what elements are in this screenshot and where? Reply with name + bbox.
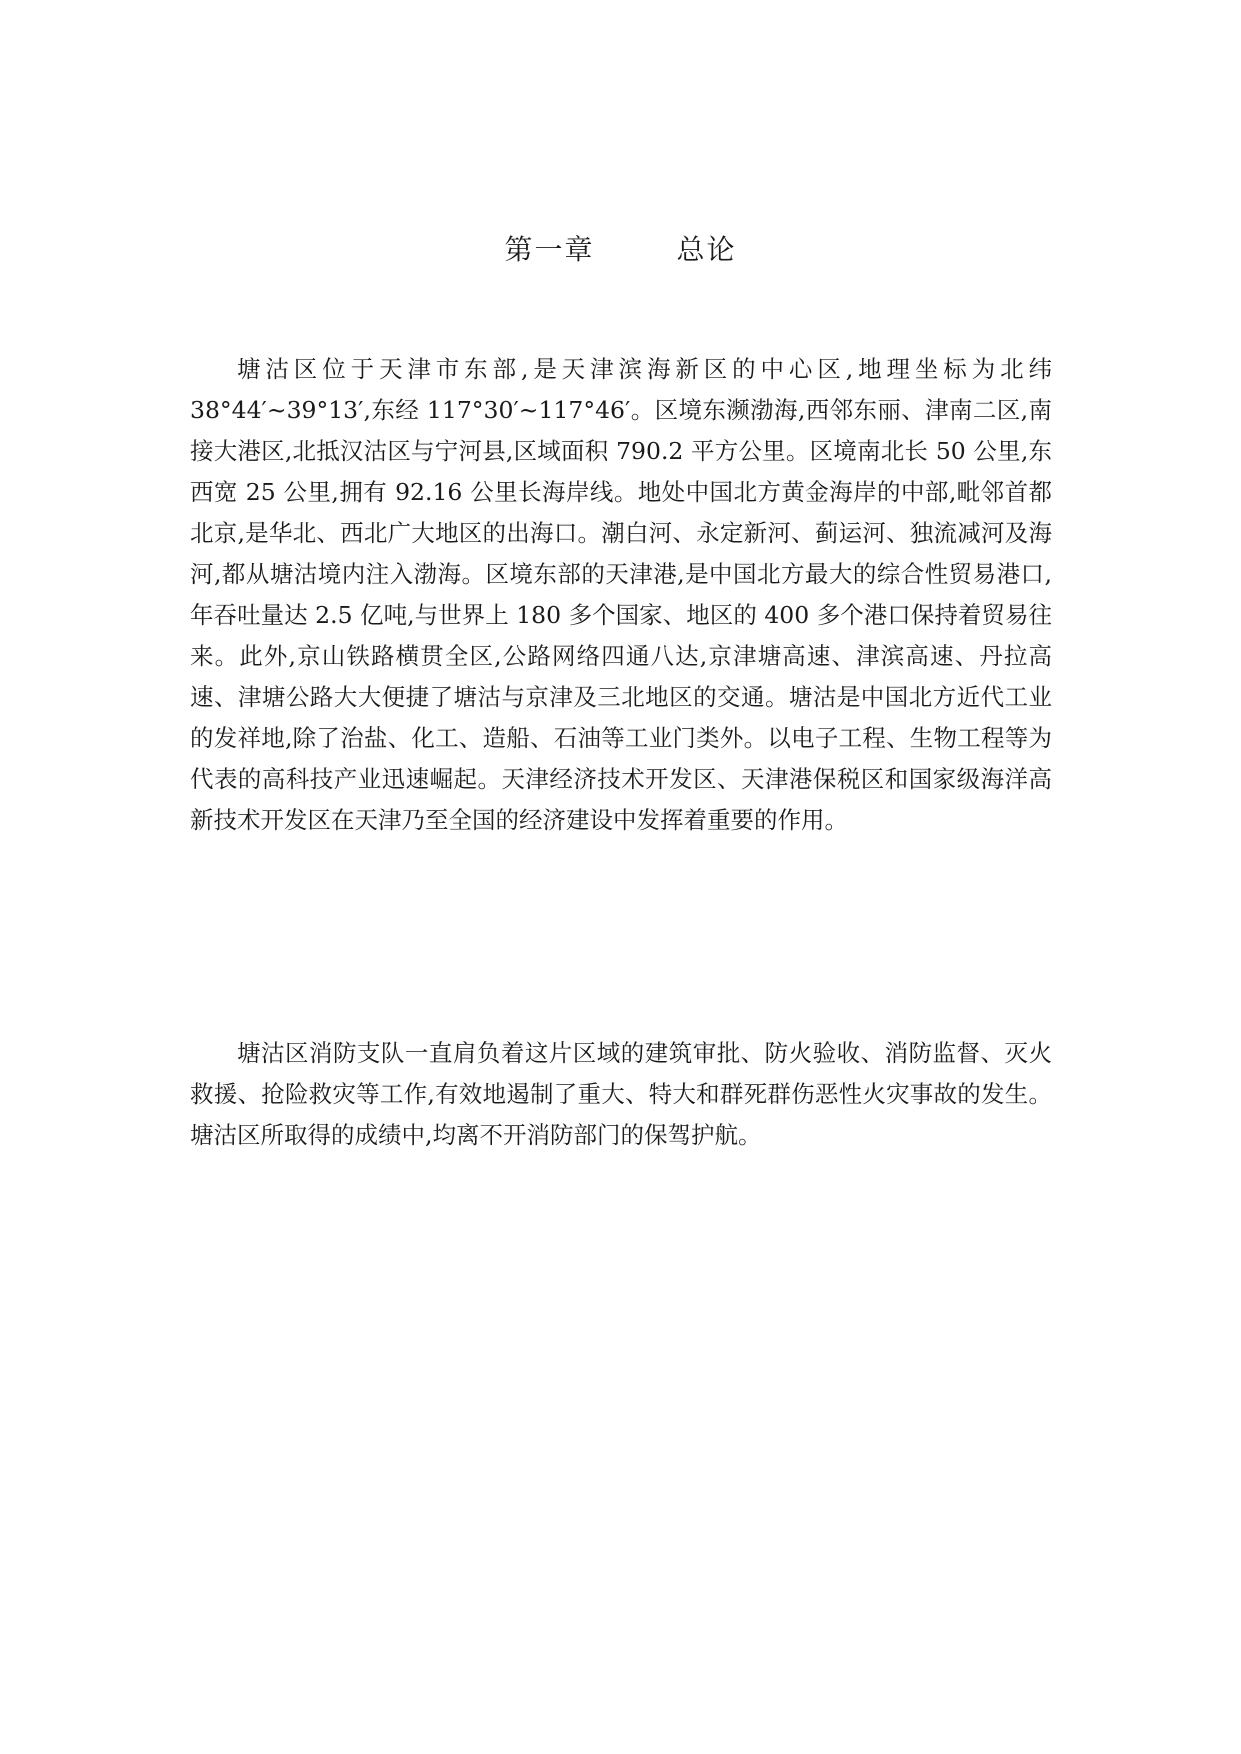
chapter-title: 总论: [676, 233, 737, 266]
body-paragraph-1: 塘沽区位于天津市东部,是天津滨海新区的中心区,地理坐标为北纬 38°44′~39°13′,东经 117°30′~117°46′。区境东濒渤海,西邻东丽、津南二区,南接大港区,北抵汉沽区与宁河县,区域面积 790.2 平方公里。区境南北长 50 公里,东西宽 25 公里,拥有 92.16 公里长海岸线。地处中国北方黄金海岸的中部,毗邻首都北京,是华北、西北广大地区的出海口。潮白河、永定新河、蓟运河、独流减河及海河,都从塘沽境内注入渤海。区境东部的天津港,是中国北方最大的综合性贸易港口,年吞吐量达 2.5 亿吨,与世界上 180 多个国家、地区的 400 多个港口保持着贸易往来。此外,京山铁路横贯全区,公路网络四通八达,京津塘高速、津滨高速、丹拉高速、津塘公路大大便捷了塘沽与京津及三北地区的交通。塘沽是中国北方近代工业的发祥地,除了治盐、化工、造船、石油等工业门类外。以电子工程、生物工程等为代表的高科技产业迅速崛起。天津经济技术开发区、天津港保税区和国家级海洋高新技术开发区在天津乃至全国的经济建设中发挥着重要的作用。: [190, 355, 1052, 834]
chapter-number: 第一章: [504, 233, 595, 266]
body-paragraph-2: 塘沽区消防支队一直肩负着这片区域的建筑审批、防火验收、消防监督、灭火救援、抢险救灾等工作,有效地遏制了重大、特大和群死群伤恶性火灾事故的发生。塘沽区所取得的成绩中,均离不开消防部门的保驾护航。: [190, 1039, 1052, 1149]
chapter-heading: [0, 228, 1241, 268]
